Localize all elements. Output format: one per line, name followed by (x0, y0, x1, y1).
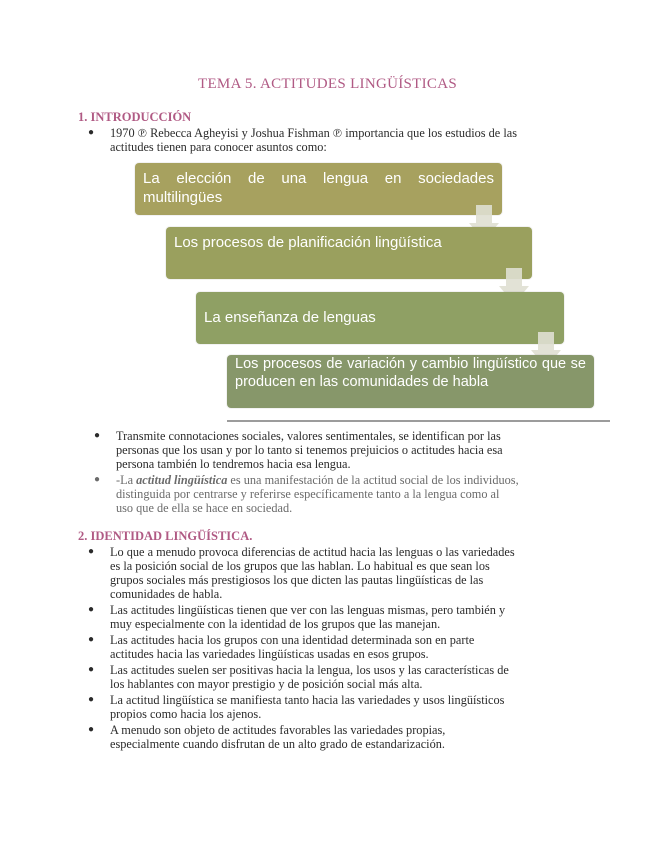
section-1-bullets (94, 429, 636, 517)
text-line: Transmite connotaciones sociales, valores sentimentales, se identifican por las (116, 429, 501, 443)
list-item (88, 633, 635, 661)
intro-bullet (88, 126, 630, 154)
bullet-dot: ● (88, 724, 95, 735)
list-item (94, 429, 636, 471)
list-item (88, 693, 635, 721)
bullet-dot: ● (88, 127, 95, 138)
bullet-dot: ● (88, 694, 95, 705)
text-line (116, 473, 636, 487)
text-line: actitudes hacia las variedades lingüísticas usadas en esos grupos. (110, 647, 429, 661)
list-item (88, 723, 635, 751)
text-line: propios como hacia los ajenos. (110, 707, 262, 721)
bullet-dot: ● (88, 664, 95, 675)
text-line: Lo que a menudo provoca diferencias de actitud hacia las lenguas o las variedades (110, 545, 515, 559)
text-line: distinguida por centrarse y referirse específicamente tanto a la lengua como al (116, 487, 500, 501)
text-line: Las actitudes suelen ser positivas hacia la lengua, los usos y las características de (110, 663, 509, 677)
diagram-step-4: Los procesos de variación y cambio lingüístico que se producen en las comunidades de habla (227, 355, 594, 408)
text-line: muy especialmente con la identidad de los grupos que las manejan. (110, 617, 441, 631)
section-2-bullets (88, 545, 635, 753)
bullet-dot: ● (88, 546, 95, 557)
text-line: especialmente cuando disfrutan de un alto grado de estandarización. (110, 737, 445, 751)
bullet-dot: ● (88, 604, 95, 615)
text-line: La actitud lingüística se manifiesta tanto hacia las variedades y usos lingüísticos (110, 693, 505, 707)
list-item (88, 663, 635, 691)
intro-line-2: actitudes tienen para conocer asuntos como: (110, 140, 327, 154)
list-item (88, 603, 635, 631)
intro-list (88, 126, 630, 156)
text-line: los hablantes con mayor prestigio y de posición social más alta. (110, 677, 423, 691)
diagram-step-1: La elección de una lengua en sociedades multilingües (135, 163, 502, 215)
text-line: grupos sociales más prestigiosos los que dicten las pautas lingüísticas de las (110, 573, 484, 587)
key-term: actitud lingüística (136, 473, 228, 487)
diagram-step-3: La enseñanza de lenguas (196, 292, 564, 344)
text-fragment: -La (116, 473, 137, 487)
text-line: Las actitudes hacia los grupos con una identidad determinada son en parte (110, 633, 475, 647)
text-line: comunidades de habla. (110, 587, 223, 601)
section-2-heading: 2. IDENTIDAD LINGÜÍSTICA. (78, 529, 253, 543)
text-line: Las actitudes lingüísticas tienen que ver con las lenguas mismas, pero también y (110, 603, 506, 617)
bullet-dot: ● (88, 634, 95, 645)
text-line: personas que los usan y por lo tanto si tenemos prejuicios o actitudes hacia esa (116, 443, 503, 457)
text-line: es la posición social de los grupos que las hablan. Lo habitual es que sean los (110, 559, 490, 573)
text-line: A menudo son objeto de actitudes favorables las variedades propias, (110, 723, 446, 737)
bullet-dot: ● (94, 430, 101, 441)
diagram-step-2: Los procesos de planificación lingüística (166, 227, 532, 279)
text-fragment: es una manifestación de la actitud social de los individuos, (227, 473, 519, 487)
text-line: persona también lo tendremos hacia esa lengua. (116, 457, 351, 471)
document-title: TEMA 5. ACTITUDES LINGÜÍSTICAS (198, 76, 457, 92)
list-item (88, 545, 635, 601)
intro-line-1: 1970 ℗ Rebecca Agheyisi y Joshua Fishman ℗ importancia que los estudios de las (110, 126, 517, 140)
section-1-heading: 1. INTRODUCCIÓN (78, 110, 192, 124)
text-line: uso que de ella se hace en sociedad. (116, 501, 293, 515)
divider-line (227, 420, 610, 422)
bullet-dot: ● (94, 474, 101, 485)
list-item (94, 473, 636, 515)
